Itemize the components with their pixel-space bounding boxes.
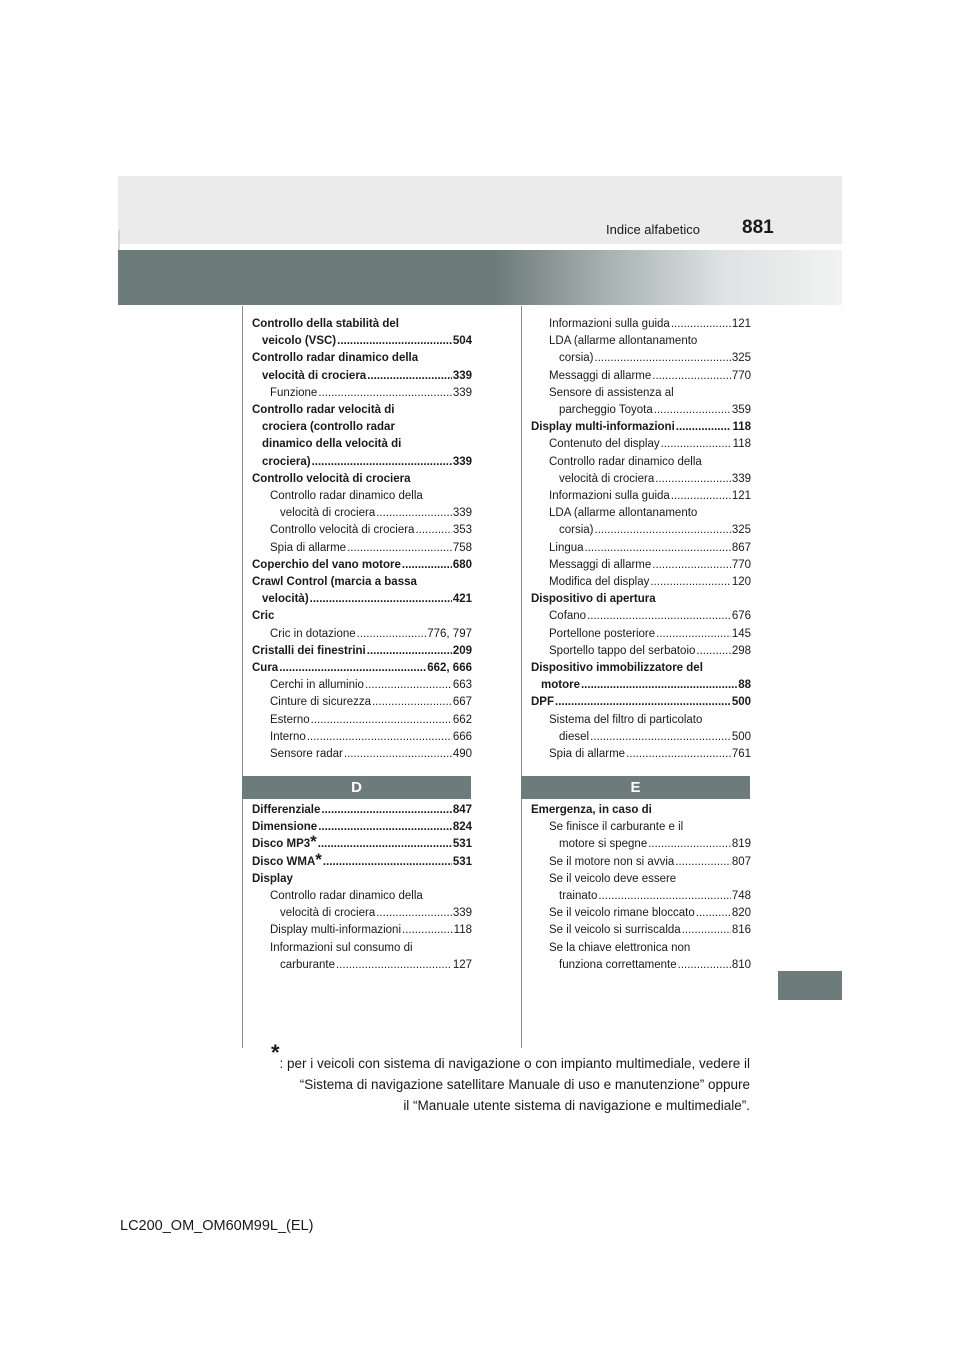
index-entry-text: Sensore di assistenza al <box>549 386 674 399</box>
index-entry <box>531 540 751 557</box>
index-entry <box>252 608 472 625</box>
dot-leader <box>595 350 731 367</box>
index-entry <box>531 712 751 729</box>
index-entry-page: 824 <box>452 821 472 834</box>
index-entry-text: Controllo radar dinamico della <box>270 890 423 903</box>
index-entry <box>531 385 751 402</box>
index-entry <box>531 505 751 522</box>
index-entry-text: Messaggi di allarme <box>549 558 652 571</box>
index-entry-text: Cric in dotazione <box>270 627 356 640</box>
index-entry-page: 770 <box>731 558 751 571</box>
dot-leader <box>376 505 452 522</box>
index-entry <box>531 940 751 957</box>
index-entry-text: Controllo velocità di crociera <box>252 472 411 485</box>
index-entry-text: velocità) <box>262 593 309 606</box>
index-entry <box>252 316 472 333</box>
index-entry <box>252 557 472 574</box>
index-entry-text: crociera (controllo radar <box>262 421 395 434</box>
index-entry <box>252 888 472 905</box>
index-entry <box>252 591 472 608</box>
index-entry-text: Se il veicolo rimane bloccato <box>549 907 695 920</box>
index-entry-text: Dispositivo immobilizzatore del <box>531 662 703 675</box>
index-entry-page: 500 <box>731 696 751 709</box>
dot-leader <box>650 574 730 591</box>
index-entry-text: Dispositivo di apertura <box>531 593 656 606</box>
index-entry-text: carburante <box>280 958 335 971</box>
index-entry-page: 867 <box>731 541 751 554</box>
dot-leader <box>598 888 730 905</box>
index-entry-page: 120 <box>731 576 751 589</box>
index-column-right-bottom <box>531 802 751 974</box>
index-entry-text: DPF <box>531 696 554 709</box>
index-entry-page: 758 <box>452 541 472 554</box>
index-entry <box>531 802 751 819</box>
index-entry-page: 662 <box>452 713 472 726</box>
index-entry-text: Controllo radar dinamico della <box>549 455 702 468</box>
index-entry-text: velocità di crociera <box>280 907 376 920</box>
index-entry-text: Sportello tappo del serbatoio <box>549 644 696 657</box>
dot-leader <box>656 626 731 643</box>
index-entry-page: 121 <box>731 490 751 503</box>
index-entry <box>531 402 751 419</box>
header-title: Indice alfabetico <box>606 222 700 237</box>
index-entry <box>531 608 751 625</box>
index-entry-page: 680 <box>452 558 472 571</box>
left-column-rule <box>242 306 243 1048</box>
index-entry-text: Cerchi in alluminio <box>270 679 364 692</box>
index-entry <box>531 350 751 367</box>
index-entry <box>531 436 751 453</box>
index-entry <box>531 557 751 574</box>
index-entry-text: corsia) <box>559 524 594 537</box>
section-letter-e: E <box>521 776 750 799</box>
index-entry-text: Se il veicolo si surriscalda <box>549 924 681 937</box>
dot-leader <box>678 957 731 974</box>
dot-leader <box>321 802 451 819</box>
dot-leader <box>318 836 452 853</box>
index-entry <box>252 402 472 419</box>
dot-leader <box>365 677 452 694</box>
index-entry <box>252 802 472 819</box>
index-entry-text: Dimensione <box>252 821 318 834</box>
index-entry <box>531 888 751 905</box>
index-entry <box>531 368 751 385</box>
index-entry <box>531 454 751 471</box>
index-entry-text: Cofano <box>549 610 587 623</box>
dot-leader <box>318 385 452 402</box>
index-entry-page: 776, 797 <box>427 627 472 640</box>
index-entry <box>252 540 472 557</box>
dot-leader <box>311 712 452 729</box>
index-entry-text: Se finisce il carburante e il <box>549 821 684 834</box>
index-entry-text: Se il veicolo deve essere <box>549 872 677 885</box>
index-entry-page: 339 <box>452 507 472 520</box>
dot-leader <box>372 694 452 711</box>
index-entry-page: 820 <box>731 907 751 920</box>
center-column-rule <box>521 306 522 1048</box>
index-entry-page: 88 <box>738 679 751 692</box>
index-entry-text: Spia di allarme <box>270 541 347 554</box>
index-entry-text: dinamico della velocità di <box>262 438 402 451</box>
header-band <box>118 176 842 244</box>
index-entry-page: 121 <box>731 318 751 330</box>
index-entry-page: 359 <box>731 404 751 417</box>
index-column-left-top <box>252 316 472 763</box>
index-entry-page: 145 <box>731 627 751 640</box>
index-entry-text: Disco WMA <box>252 855 316 868</box>
index-entry-page: 500 <box>731 730 751 743</box>
dot-leader <box>696 643 730 660</box>
index-entry-text: velocità di crociera <box>280 507 376 520</box>
index-entry-page: 847 <box>452 804 472 816</box>
index-entry-page: 118 <box>732 438 751 451</box>
dot-leader <box>654 402 731 419</box>
index-entry-text: Controllo radar velocità di <box>252 404 395 417</box>
index-entry-page: 666 <box>452 730 472 743</box>
index-entry <box>531 677 751 694</box>
index-entry-text: Modifica del display <box>549 576 650 589</box>
index-column-left-bottom <box>252 802 472 974</box>
index-entry <box>531 922 751 939</box>
index-entry <box>252 419 472 436</box>
index-entry <box>531 471 751 488</box>
document-code: LC200_OM_OM60M99L_(EL) <box>120 1218 314 1234</box>
index-entry-text: Coperchio del vano motore <box>252 558 401 571</box>
index-entry-text: Sistema del filtro di particolato <box>549 713 703 726</box>
index-entry <box>531 574 751 591</box>
footnote-line-1: *: per i veicoli con sistema di navigazione o con impianto multimediale, vedere il <box>270 1040 750 1071</box>
index-entry-page: 819 <box>731 838 751 851</box>
dot-leader <box>675 854 731 871</box>
index-entry-text: Display multi-informazioni <box>531 421 675 434</box>
dot-leader <box>648 836 731 853</box>
dot-leader <box>587 608 731 625</box>
dot-leader <box>279 660 426 677</box>
index-entry <box>252 522 472 539</box>
index-entry <box>531 419 751 436</box>
index-entry-text: parcheggio Toyota <box>559 404 653 417</box>
dot-leader <box>655 471 731 488</box>
index-entry <box>531 905 751 922</box>
index-entry <box>531 660 751 677</box>
footnote-line-2: “Sistema di navigazione satellitare Manuale di uso e manutenzione” oppure <box>299 1077 750 1092</box>
dot-leader <box>344 746 452 763</box>
index-entry <box>531 591 751 608</box>
dot-leader <box>337 333 452 350</box>
index-entry-text: Informazioni sul consumo di <box>270 941 413 954</box>
dot-leader <box>626 746 731 763</box>
index-entry <box>531 333 751 350</box>
index-entry-text: Disco MP3 <box>252 838 311 851</box>
index-entry <box>531 316 751 333</box>
dot-leader <box>671 316 731 333</box>
index-entry-text: Controllo della stabilità del <box>252 318 399 330</box>
index-entry <box>252 350 472 367</box>
dot-leader <box>595 522 731 539</box>
index-entry-text: motore <box>541 679 580 692</box>
index-entry <box>252 922 472 939</box>
index-entry-page: 118 <box>732 421 751 434</box>
index-entry-text: Se la chiave elettronica non <box>549 941 691 954</box>
index-entry-text: crociera) <box>262 455 311 468</box>
index-entry <box>531 626 751 643</box>
index-entry-text: Informazioni sulla guida <box>549 490 670 503</box>
index-entry <box>252 454 472 471</box>
index-entry-text: Cristalli dei finestrini <box>252 644 366 657</box>
header-tick <box>118 230 120 250</box>
index-entry <box>252 643 472 660</box>
dot-leader <box>367 368 452 385</box>
index-entry <box>252 871 472 888</box>
index-entry-page: 325 <box>731 524 751 537</box>
dot-leader <box>696 905 731 922</box>
index-entry-text: Crawl Control (marcia a bassa <box>252 576 417 589</box>
index-entry-page: 339 <box>452 455 472 468</box>
index-entry-text: funziona correttamente <box>559 958 677 971</box>
decorative-gradient-bar <box>118 250 842 305</box>
index-entry-page: 816 <box>731 924 751 937</box>
index-entry-page: 298 <box>731 644 751 657</box>
dot-leader <box>652 368 731 385</box>
index-entry-text: motore si spegne <box>559 838 648 851</box>
dot-leader <box>307 729 452 746</box>
dot-leader <box>676 419 732 436</box>
dot-leader <box>671 488 731 505</box>
index-column-right-top <box>531 316 751 763</box>
index-entry-page: 810 <box>731 958 751 971</box>
index-entry-text: Se il motore non si avvia <box>549 855 675 868</box>
section-side-tab <box>778 971 842 1000</box>
index-entry-page: 339 <box>452 386 472 399</box>
index-entry: Disco WMA * ..... 531 <box>252 854 472 871</box>
index-entry-page: 531 <box>452 855 472 868</box>
index-entry-text: Informazioni sulla guida <box>549 318 670 330</box>
index-entry-text: Messaggi di allarme <box>549 369 652 382</box>
dot-leader <box>402 922 453 939</box>
index-entry-text: Differenziale <box>252 804 321 816</box>
index-entry-text: velocità di crociera <box>559 472 655 485</box>
index-entry-page: 748 <box>731 890 751 903</box>
index-entry-text: Interno <box>270 730 306 743</box>
index-entry <box>531 819 751 836</box>
index-entry <box>252 626 472 643</box>
dot-leader <box>402 557 452 574</box>
index-entry <box>252 385 472 402</box>
index-entry <box>252 746 472 763</box>
index-entry-page: 490 <box>452 748 472 761</box>
section-letter-d: D <box>242 776 471 799</box>
index-entry <box>252 940 472 957</box>
index-entry <box>252 505 472 522</box>
index-entry-text: corsia) <box>559 352 594 365</box>
footnote <box>240 1040 750 1116</box>
index-entry <box>531 836 751 853</box>
index-entry-page: 663 <box>452 679 472 692</box>
index-entry-text: Controllo radar dinamico della <box>270 490 423 503</box>
index-entry <box>252 905 472 922</box>
index-entry-page: 676 <box>731 610 751 623</box>
dot-leader <box>590 729 731 746</box>
index-entry-page: 662, 666 <box>427 662 472 675</box>
index-entry <box>252 660 472 677</box>
dot-leader <box>347 540 452 557</box>
index-entry-page: 127 <box>452 958 472 971</box>
index-entry-text: diesel <box>559 730 590 743</box>
dot-leader <box>367 643 452 660</box>
index-entry-text: LDA (allarme allontanamento <box>549 335 698 348</box>
index-entry <box>531 871 751 888</box>
dot-leader <box>376 905 452 922</box>
index-entry <box>252 819 472 836</box>
dot-leader <box>357 626 427 643</box>
index-entry-page: 325 <box>731 352 751 365</box>
index-entry-text: Portellone posteriore <box>549 627 656 640</box>
index-entry-page: 667 <box>452 696 472 709</box>
index-entry <box>531 854 751 871</box>
index-entry-text: Controllo radar dinamico della <box>252 352 419 365</box>
index-entry-text: Display multi-informazioni <box>270 924 402 937</box>
index-entry-text: Esterno <box>270 713 310 726</box>
page-number: 881 <box>742 217 774 238</box>
index-entry-text: Contenuto del display <box>549 438 660 451</box>
index-entry-text: Funzione <box>270 386 318 399</box>
index-entry-text: Lingua <box>549 541 584 554</box>
footnote-line-3: il “Manuale utente sistema di navigazione e multimediale”. <box>403 1098 750 1113</box>
index-entry-page: 209 <box>452 644 472 657</box>
dot-leader <box>415 522 451 539</box>
index-entry-text: Spia di allarme <box>549 748 626 761</box>
index-entry-page: 807 <box>731 855 751 868</box>
index-entry <box>252 436 472 453</box>
index-entry <box>252 488 472 505</box>
dot-leader <box>312 454 452 471</box>
dot-leader <box>555 694 731 711</box>
index-entry-page: 770 <box>731 369 751 382</box>
index-entry <box>531 694 751 711</box>
index-entry-text: LDA (allarme allontanamento <box>549 507 698 520</box>
index-entry <box>531 746 751 763</box>
index-entry-page: 339 <box>452 369 472 382</box>
index-entry <box>531 957 751 974</box>
index-entry <box>531 522 751 539</box>
index-entry-text: Controllo velocità di crociera <box>270 524 415 537</box>
dot-leader <box>682 922 731 939</box>
index-entry-page: 339 <box>731 472 751 485</box>
index-entry-text: Cinture di sicurezza <box>270 696 371 709</box>
index-entry <box>252 957 472 974</box>
dot-leader <box>652 557 731 574</box>
dot-leader <box>336 957 452 974</box>
index-entry <box>531 729 751 746</box>
index-entry-text: veicolo (VSC) <box>262 335 337 348</box>
index-entry-page: 353 <box>452 524 472 537</box>
index-entry <box>531 488 751 505</box>
index-entry-page: 761 <box>731 748 751 761</box>
index-entry-text: Emergenza, in caso di <box>531 804 652 816</box>
index-entry-page: 504 <box>452 335 472 348</box>
index-entry <box>252 729 472 746</box>
index-entry <box>252 712 472 729</box>
index-entry-page: 531 <box>452 838 472 851</box>
index-entry-page: 339 <box>452 907 472 920</box>
index-entry-text: Cric <box>252 610 275 623</box>
dot-leader <box>323 854 452 871</box>
footnote-star: * <box>270 1040 280 1065</box>
index-entry <box>252 368 472 385</box>
dot-leader <box>318 819 452 836</box>
index-entry-text: Sensore radar <box>270 748 343 761</box>
dot-leader <box>585 540 731 557</box>
index-entry-text: Cura <box>252 662 279 675</box>
index-entry <box>252 677 472 694</box>
index-entry <box>252 471 472 488</box>
dot-leader <box>581 677 737 694</box>
dot-leader <box>310 591 452 608</box>
index-entry <box>252 694 472 711</box>
index-entry-text: Display <box>252 872 293 885</box>
index-entry-text: velocità di crociera <box>262 369 367 382</box>
index-entry: Disco MP3 * ..... 531 <box>252 836 472 853</box>
index-entry <box>252 333 472 350</box>
index-entry-text: trainato <box>559 890 598 903</box>
index-entry-page: 118 <box>453 924 472 937</box>
index-entry <box>531 643 751 660</box>
index-entry <box>252 574 472 591</box>
dot-leader <box>661 436 732 453</box>
index-entry-page: 421 <box>452 593 472 606</box>
